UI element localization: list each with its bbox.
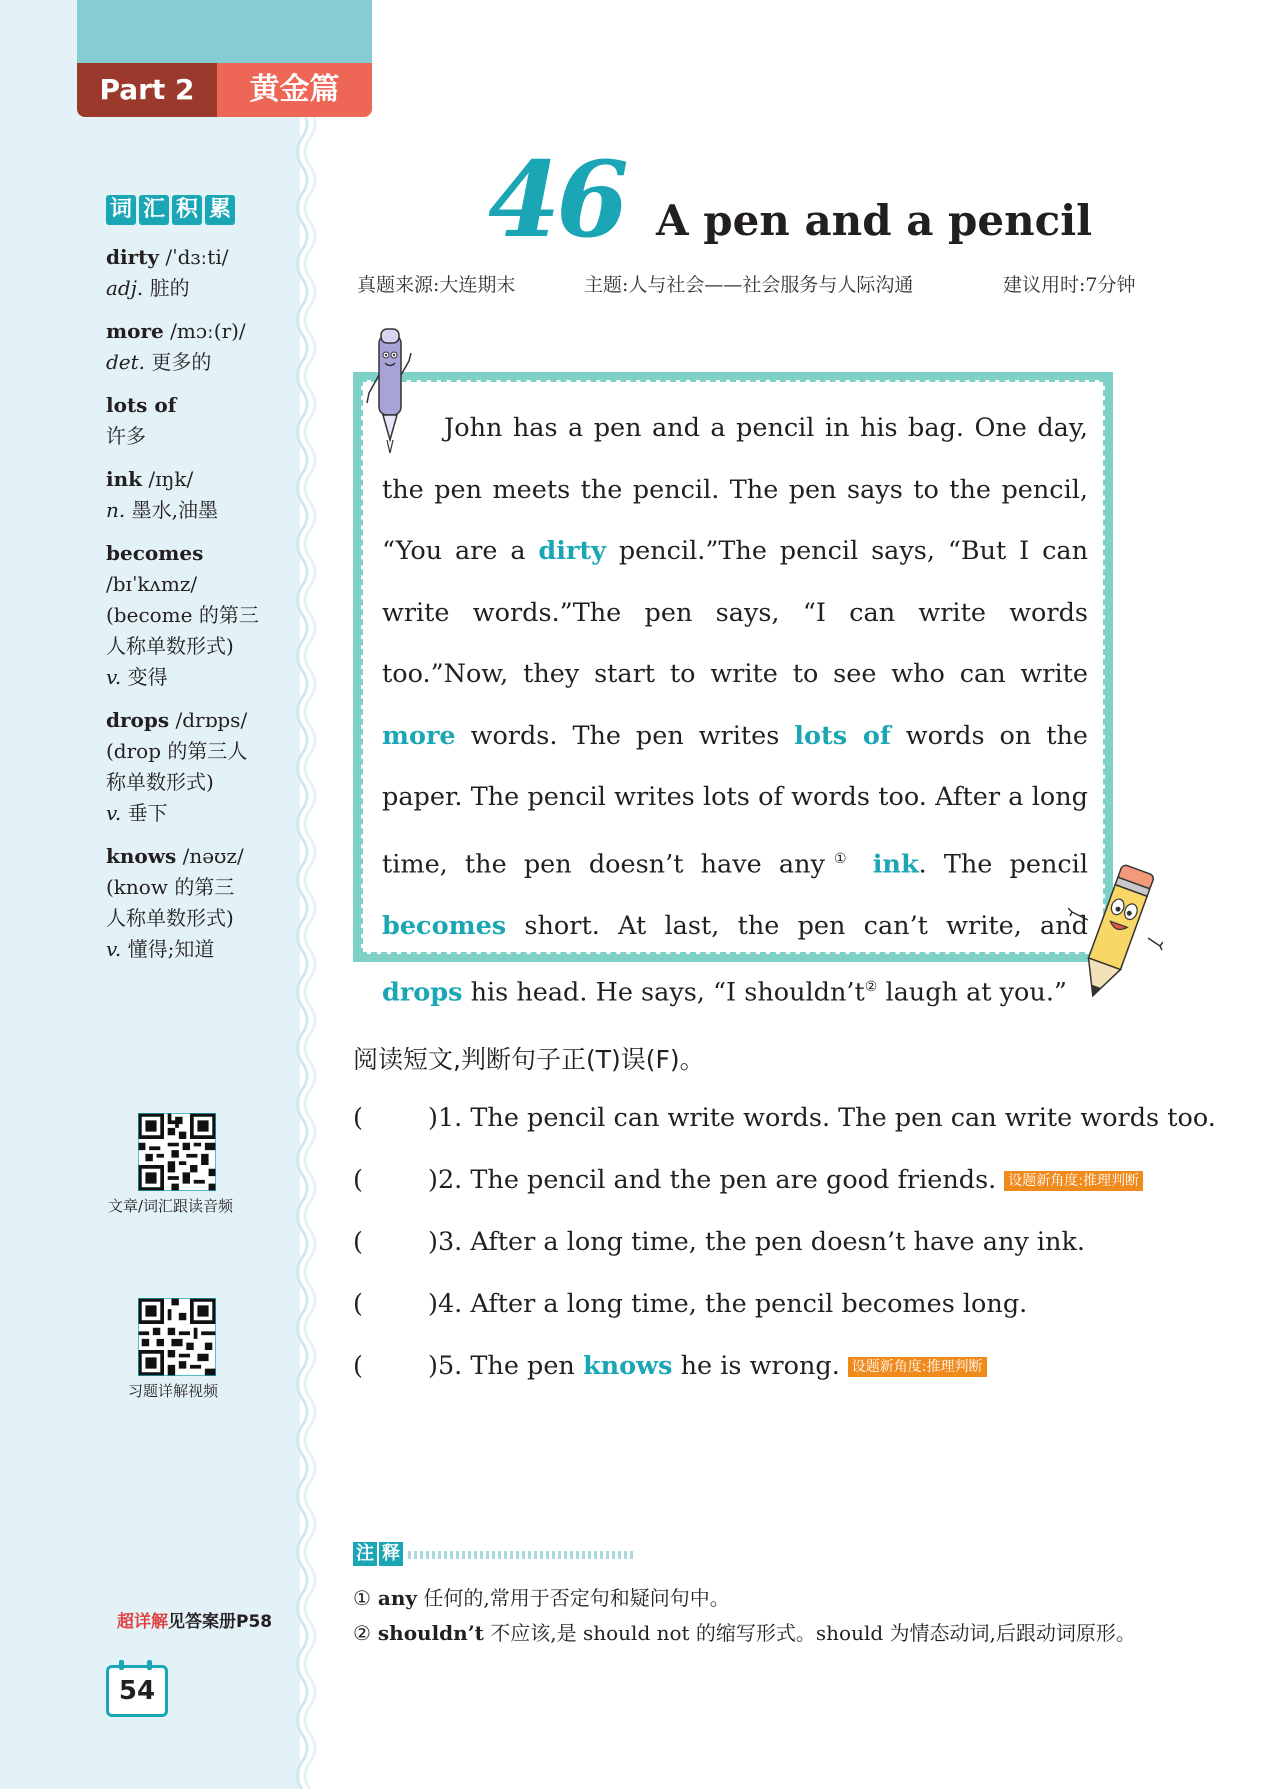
lesson-title: A pen and a pencil xyxy=(656,196,1093,245)
footnote-marker: ② xyxy=(864,979,878,995)
lesson-number: 46 xyxy=(488,138,625,261)
notes-title-char: 注 xyxy=(353,1542,377,1566)
answer-blank[interactable]: ( xyxy=(353,1227,363,1257)
passage-segment xyxy=(856,849,873,879)
passage-segment: words on the paper. The pencil writes lots of words too. After a long time, the pen doesn’t have any xyxy=(382,720,1089,879)
vocab-word: more xyxy=(106,319,164,343)
vocab-keyword: knows xyxy=(582,1351,673,1381)
vocab-entry xyxy=(106,841,271,965)
vocab-word: becomes xyxy=(106,541,204,565)
vocab-phonetic: /drɒps/ xyxy=(169,708,248,732)
question-item xyxy=(353,1103,1216,1133)
answer-blank[interactable]: ( xyxy=(353,1351,363,1381)
wavy-border xyxy=(296,110,322,1789)
vocab-pos: n. xyxy=(106,498,126,522)
question-text: )4. After a long time, the pencil becomes long. xyxy=(428,1289,1028,1319)
vocab-line xyxy=(106,347,271,378)
vocab-headline xyxy=(106,242,271,273)
vocab-list xyxy=(106,242,271,977)
vocab-entry xyxy=(106,316,271,378)
vocab-headline xyxy=(106,705,271,736)
qr-code-audio-icon[interactable] xyxy=(138,1113,216,1191)
vocab-headline xyxy=(106,841,271,872)
passage-segment: . The pencil xyxy=(918,849,1088,879)
vocab-entry xyxy=(106,242,271,304)
vocab-headline xyxy=(106,464,271,495)
vocab-pos: v. xyxy=(106,665,122,689)
vocab-meaning: 许多 xyxy=(106,424,146,448)
vocab-entry xyxy=(106,464,271,526)
vocab-entry xyxy=(106,390,271,452)
answer-blank[interactable]: ( xyxy=(353,1289,363,1319)
vocab-meaning: 人称单数形式) xyxy=(106,906,234,930)
vocab-entry xyxy=(106,705,271,829)
vocab-meaning: 懂得;知道 xyxy=(121,937,215,961)
passage-segment: words. The pen writes xyxy=(455,720,795,751)
answer-reference xyxy=(117,1607,272,1632)
answer-blank[interactable]: ( xyxy=(353,1165,363,1195)
passage-segment: John has a pen and a pencil in his bag. One day, the pen meets the pencil. The pen says to the pencil, “You are a xyxy=(382,413,1088,566)
vocab-title-char: 累 xyxy=(205,195,235,225)
vocab-meaning: (drop 的第三人 xyxy=(106,739,248,763)
vocab-phonetic: /ˈdɜːti/ xyxy=(158,245,229,269)
passage-segment: pencil.”The pencil says, “But I can write words.”The pen says, “I can write words too.”Now, they start to write to see who can write xyxy=(382,536,1088,689)
passage-paragraph xyxy=(382,398,1088,1024)
vocab-headline xyxy=(106,538,271,569)
note-text: 任何的,常用于否定句和疑问句中。 xyxy=(417,1586,730,1610)
vocab-meaning: 垂下 xyxy=(121,801,168,825)
note-item xyxy=(353,1582,730,1611)
vocab-pos: det. xyxy=(106,350,146,374)
note-text: 不应该,是 should not 的缩写形式。should 为情态动词,后跟动词原形。 xyxy=(483,1621,1136,1645)
question-text: )2. The pencil and the pen are good friends. xyxy=(428,1165,997,1195)
note-term: shouldn’t xyxy=(370,1621,484,1645)
vocab-line xyxy=(106,273,271,304)
vocab-meaning: 变得 xyxy=(121,665,168,689)
source-info: 真题来源:大连期末 xyxy=(357,274,516,296)
note-marker: ② xyxy=(353,1621,371,1645)
vocab-meaning: 墨水,油墨 xyxy=(125,498,218,522)
vocab-pos: v. xyxy=(106,801,122,825)
question-item xyxy=(353,1351,987,1381)
vocab-title-char: 汇 xyxy=(139,195,169,225)
vocab-meaning: (know 的第三 xyxy=(106,875,235,899)
header-tab-top xyxy=(77,0,372,66)
vocab-word: dirty xyxy=(106,245,159,269)
vocab-keyword: becomes xyxy=(382,910,507,941)
exercise-instruction: 阅读短文,判断句子正(T)误(F)。 xyxy=(353,1045,705,1074)
vocab-line xyxy=(106,903,271,934)
vocab-keyword: ink xyxy=(872,849,919,879)
vocab-meaning: /bɪˈkʌmz/ xyxy=(106,572,198,596)
vocab-line xyxy=(106,421,271,452)
vocab-line xyxy=(106,872,271,903)
vocab-line xyxy=(106,767,271,798)
question-tag: 设题新角度:推理判断 xyxy=(1004,1171,1143,1191)
note-item xyxy=(353,1617,1136,1646)
vocab-keyword: more xyxy=(382,720,456,751)
vocab-phonetic: /ɪŋk/ xyxy=(142,467,194,491)
vocab-keyword: drops xyxy=(382,977,463,1008)
vocab-pos: adj. xyxy=(106,276,144,300)
time-info: 建议用时:7分钟 xyxy=(1003,274,1136,296)
question-text: he is wrong. xyxy=(672,1351,840,1381)
vocab-keyword: lots of xyxy=(794,720,891,751)
footnote-marker: ① xyxy=(824,850,856,867)
topic-info: 主题:人与社会——社会服务与人际沟通 xyxy=(584,274,914,296)
question-text: )3. After a long time, the pen doesn’t have any ink. xyxy=(428,1227,1086,1257)
passage-text xyxy=(382,398,1088,1024)
vocab-word: drops xyxy=(106,708,170,732)
vocab-meaning: 称单数形式) xyxy=(106,770,214,794)
question-item xyxy=(353,1165,1143,1195)
vocab-title xyxy=(106,195,235,225)
vocab-meaning: 人称单数形式) xyxy=(106,634,234,658)
answer-blank[interactable]: ( xyxy=(353,1103,363,1133)
vocab-line xyxy=(106,600,271,631)
vocab-word: ink xyxy=(106,467,142,491)
note-term: any xyxy=(370,1586,418,1610)
passage-segment: laugh at you.” xyxy=(877,977,1067,1008)
question-item xyxy=(353,1227,1085,1257)
vocab-keyword: dirty xyxy=(538,536,606,566)
vocab-meaning: 更多的 xyxy=(145,350,212,374)
vocab-line xyxy=(106,495,271,526)
answer-reference-highlight: 超详解 xyxy=(117,1612,168,1632)
vocab-line xyxy=(106,934,271,965)
vocab-word: knows xyxy=(106,844,177,868)
qr-code-video-icon[interactable] xyxy=(138,1298,216,1376)
vocab-pos: v. xyxy=(106,937,122,961)
vocab-meaning: (become 的第三 xyxy=(106,603,259,627)
answer-reference-text: 见答案册P58 xyxy=(168,1612,273,1632)
passage-segment: his head. He says, “I shouldn’t xyxy=(462,977,865,1008)
question-text: )1. The pencil can write words. The pen can write words too. xyxy=(428,1103,1216,1133)
vocab-title-char: 积 xyxy=(172,195,202,225)
page-number: 54 xyxy=(106,1665,168,1717)
vocab-line xyxy=(106,798,271,829)
vocab-title-char: 词 xyxy=(106,195,136,225)
qr-audio-label: 文章/词汇跟读音频 xyxy=(108,1197,234,1215)
section-label: 黄金篇 xyxy=(217,63,372,117)
vocab-line xyxy=(106,631,271,662)
vocab-phonetic: /nəʊz/ xyxy=(176,844,244,868)
notes-divider xyxy=(408,1551,636,1559)
vocab-headline xyxy=(106,316,271,347)
question-item xyxy=(353,1289,1027,1319)
question-text: )5. The pen xyxy=(428,1351,583,1381)
part-label: Part 2 xyxy=(77,63,217,117)
vocab-phonetic: /mɔː(r)/ xyxy=(163,319,246,343)
vocab-meaning: 脏的 xyxy=(143,276,190,300)
notes-title xyxy=(353,1542,403,1566)
vocab-headline xyxy=(106,390,271,421)
question-tag: 设题新角度:推理判断 xyxy=(848,1357,987,1377)
qr-video-label: 习题详解视频 xyxy=(128,1382,219,1400)
vocab-line xyxy=(106,569,271,600)
vocab-line xyxy=(106,662,271,693)
vocab-entry xyxy=(106,538,271,693)
vocab-word: lots of xyxy=(106,393,177,417)
vocab-line xyxy=(106,736,271,767)
passage-segment: short. At last, the pen can’t write, and xyxy=(506,910,1088,941)
notes-title-char: 释 xyxy=(379,1542,403,1566)
note-marker: ① xyxy=(353,1586,371,1610)
